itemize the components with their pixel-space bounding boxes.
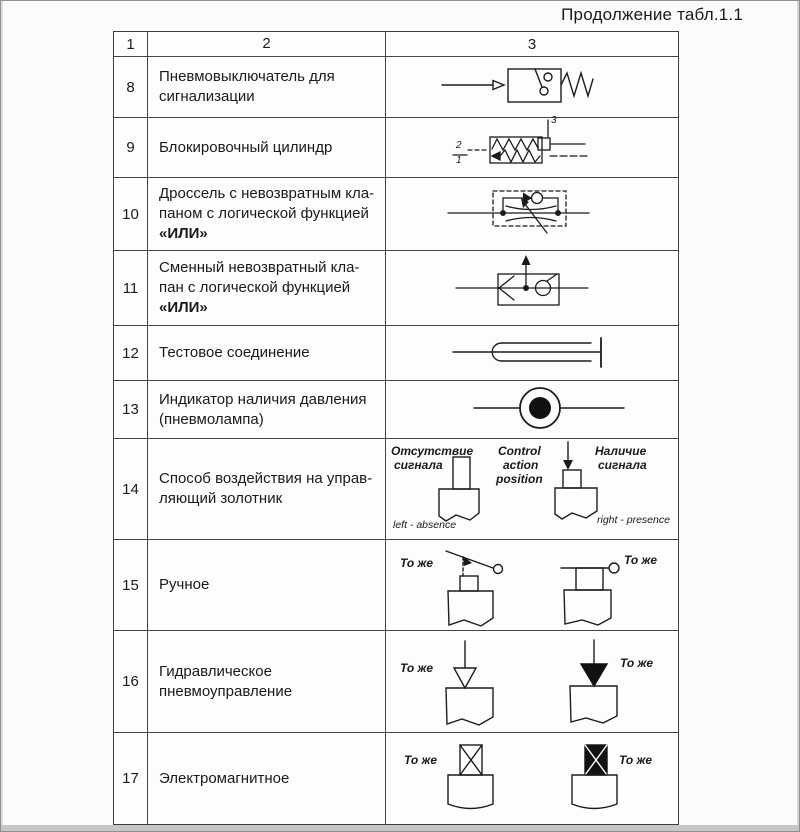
presence-label-line2: сигнала	[598, 458, 647, 472]
table-row	[114, 540, 678, 631]
same-as-label-right: То же	[620, 656, 654, 670]
header-col-1: 1	[114, 32, 148, 56]
row-description: Способ воздействия на управ- ляющий золотник	[148, 439, 386, 539]
same-as-label-left: То же	[400, 661, 434, 675]
row-symbol-cell	[386, 251, 678, 325]
left-absence-caption: left - absence	[393, 519, 457, 531]
absence-label-line1: Отсутствие	[391, 444, 474, 458]
row-symbol-cell	[386, 326, 678, 380]
row-symbol-cell	[386, 57, 678, 117]
header-col-2: 2	[148, 32, 386, 56]
row-description: Пневмовыключатель для сигнализации	[148, 57, 386, 117]
table-row	[114, 178, 678, 251]
row-description: Гидравлическое пневмоуправление	[148, 631, 386, 732]
scan-edge-left	[1, 1, 3, 831]
row-symbol-cell	[386, 439, 678, 539]
row-symbol-cell	[386, 381, 678, 438]
row-description: Ручное	[148, 540, 386, 630]
row-number: 10	[114, 178, 148, 250]
table-row	[114, 439, 678, 540]
row-symbol-cell	[386, 115, 678, 177]
test-connection-icon	[386, 326, 677, 381]
same-as-label-right: То же	[619, 753, 653, 767]
scan-edge-right	[797, 1, 799, 831]
control-action-line3: position	[496, 472, 543, 486]
header-col-3: 3	[527, 35, 537, 53]
symbols-table	[113, 31, 679, 825]
table-row	[114, 326, 678, 381]
pneumatic-signal-switch-icon	[386, 57, 677, 118]
table-row	[114, 115, 678, 178]
table-row	[114, 57, 678, 118]
row-number: 9	[114, 118, 148, 177]
row-description: Индикатор наличия давления (пневмолампа)	[148, 381, 386, 438]
row-number: 16	[114, 631, 148, 732]
row-symbol-cell	[386, 540, 678, 630]
same-as-label-left: То же	[404, 753, 438, 767]
table-row	[114, 251, 678, 326]
row-number: 8	[114, 57, 148, 117]
row-symbol-cell	[386, 631, 678, 732]
row-number: 11	[114, 251, 148, 325]
row-description: Дроссель с невозвратным кла- паном с логической функцией «ИЛИ»	[148, 178, 386, 250]
row-description: Блокировочный цилиндр	[148, 118, 386, 177]
same-as-label-left: То же	[400, 556, 434, 570]
hydraulic-pneumatic-control-icon	[386, 631, 677, 733]
table-header-row	[114, 32, 678, 57]
table-row	[114, 381, 678, 439]
control-action-line1: Control	[498, 444, 541, 458]
port-label-3: 3	[551, 115, 557, 126]
row-number: 13	[114, 381, 148, 438]
control-action-line2: action	[503, 458, 539, 472]
same-as-label-right: То же	[624, 553, 658, 567]
table-continuation-title: Продолжение табл.1.1	[561, 5, 743, 24]
row-symbol-cell	[386, 178, 678, 250]
row-description: Электромагнитное	[148, 733, 386, 824]
table-row	[114, 631, 678, 733]
row-number: 14	[114, 439, 148, 539]
row-description: Тестовое соединение	[148, 326, 386, 380]
pressure-indicator-lamp-icon	[386, 381, 677, 439]
port-label-2: 2	[456, 140, 462, 151]
table-row	[114, 733, 678, 824]
throttle-check-valve-or-icon	[386, 178, 677, 251]
presence-label-line1: Наличие	[595, 444, 647, 458]
scan-edge-bottom	[1, 825, 799, 831]
absence-label-line2: сигнала	[394, 458, 443, 472]
replaceable-check-valve-or-icon	[386, 251, 677, 326]
row-description: Сменный невозвратный кла- пан с логической функцией «ИЛИ»	[148, 251, 386, 325]
row-number: 15	[114, 540, 148, 630]
locking-cylinder-icon	[386, 118, 677, 178]
electromagnetic-control-icon	[386, 733, 677, 824]
row-number: 17	[114, 733, 148, 824]
row-number: 12	[114, 326, 148, 380]
port-label-1: 1	[456, 155, 462, 166]
right-presence-caption: right - presence	[597, 514, 670, 526]
row-symbol-cell	[386, 733, 678, 824]
